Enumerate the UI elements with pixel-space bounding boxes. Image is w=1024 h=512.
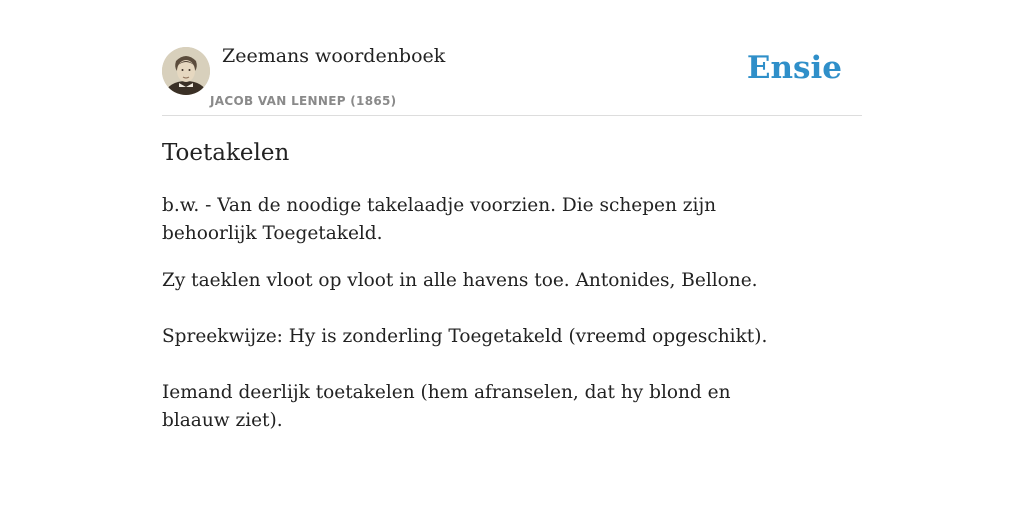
- dictionary-entry-card: [162, 0, 862, 512]
- entry-headword: Toetakelen: [162, 140, 290, 166]
- entry-definition: b.w. - Van de noodige takelaadje voorzien. Die schepen zijn behoorlijk Toegetakeld.: [162, 195, 717, 244]
- entry-idiom-2: Iemand deerlijk toetakelen (hem afranselen, dat hy blond en blaauw ziet).: [162, 382, 731, 431]
- dictionary-author[interactable]: JACOB VAN LENNEP (1865): [210, 94, 397, 108]
- entry-citation: Zy taeklen vloot op vloot in alle havens toe. Antonides, Bellone.: [162, 270, 758, 291]
- entry-idiom: Spreekwijze: Hy is zonderling Toegetakeld (vreemd opgeschikt).: [162, 326, 768, 347]
- source-header: [162, 0, 862, 116]
- dictionary-title[interactable]: Zeemans woordenboek: [222, 45, 446, 67]
- ensie-logo[interactable]: Ensie: [746, 50, 842, 86]
- author-portrait-avatar: [162, 47, 210, 95]
